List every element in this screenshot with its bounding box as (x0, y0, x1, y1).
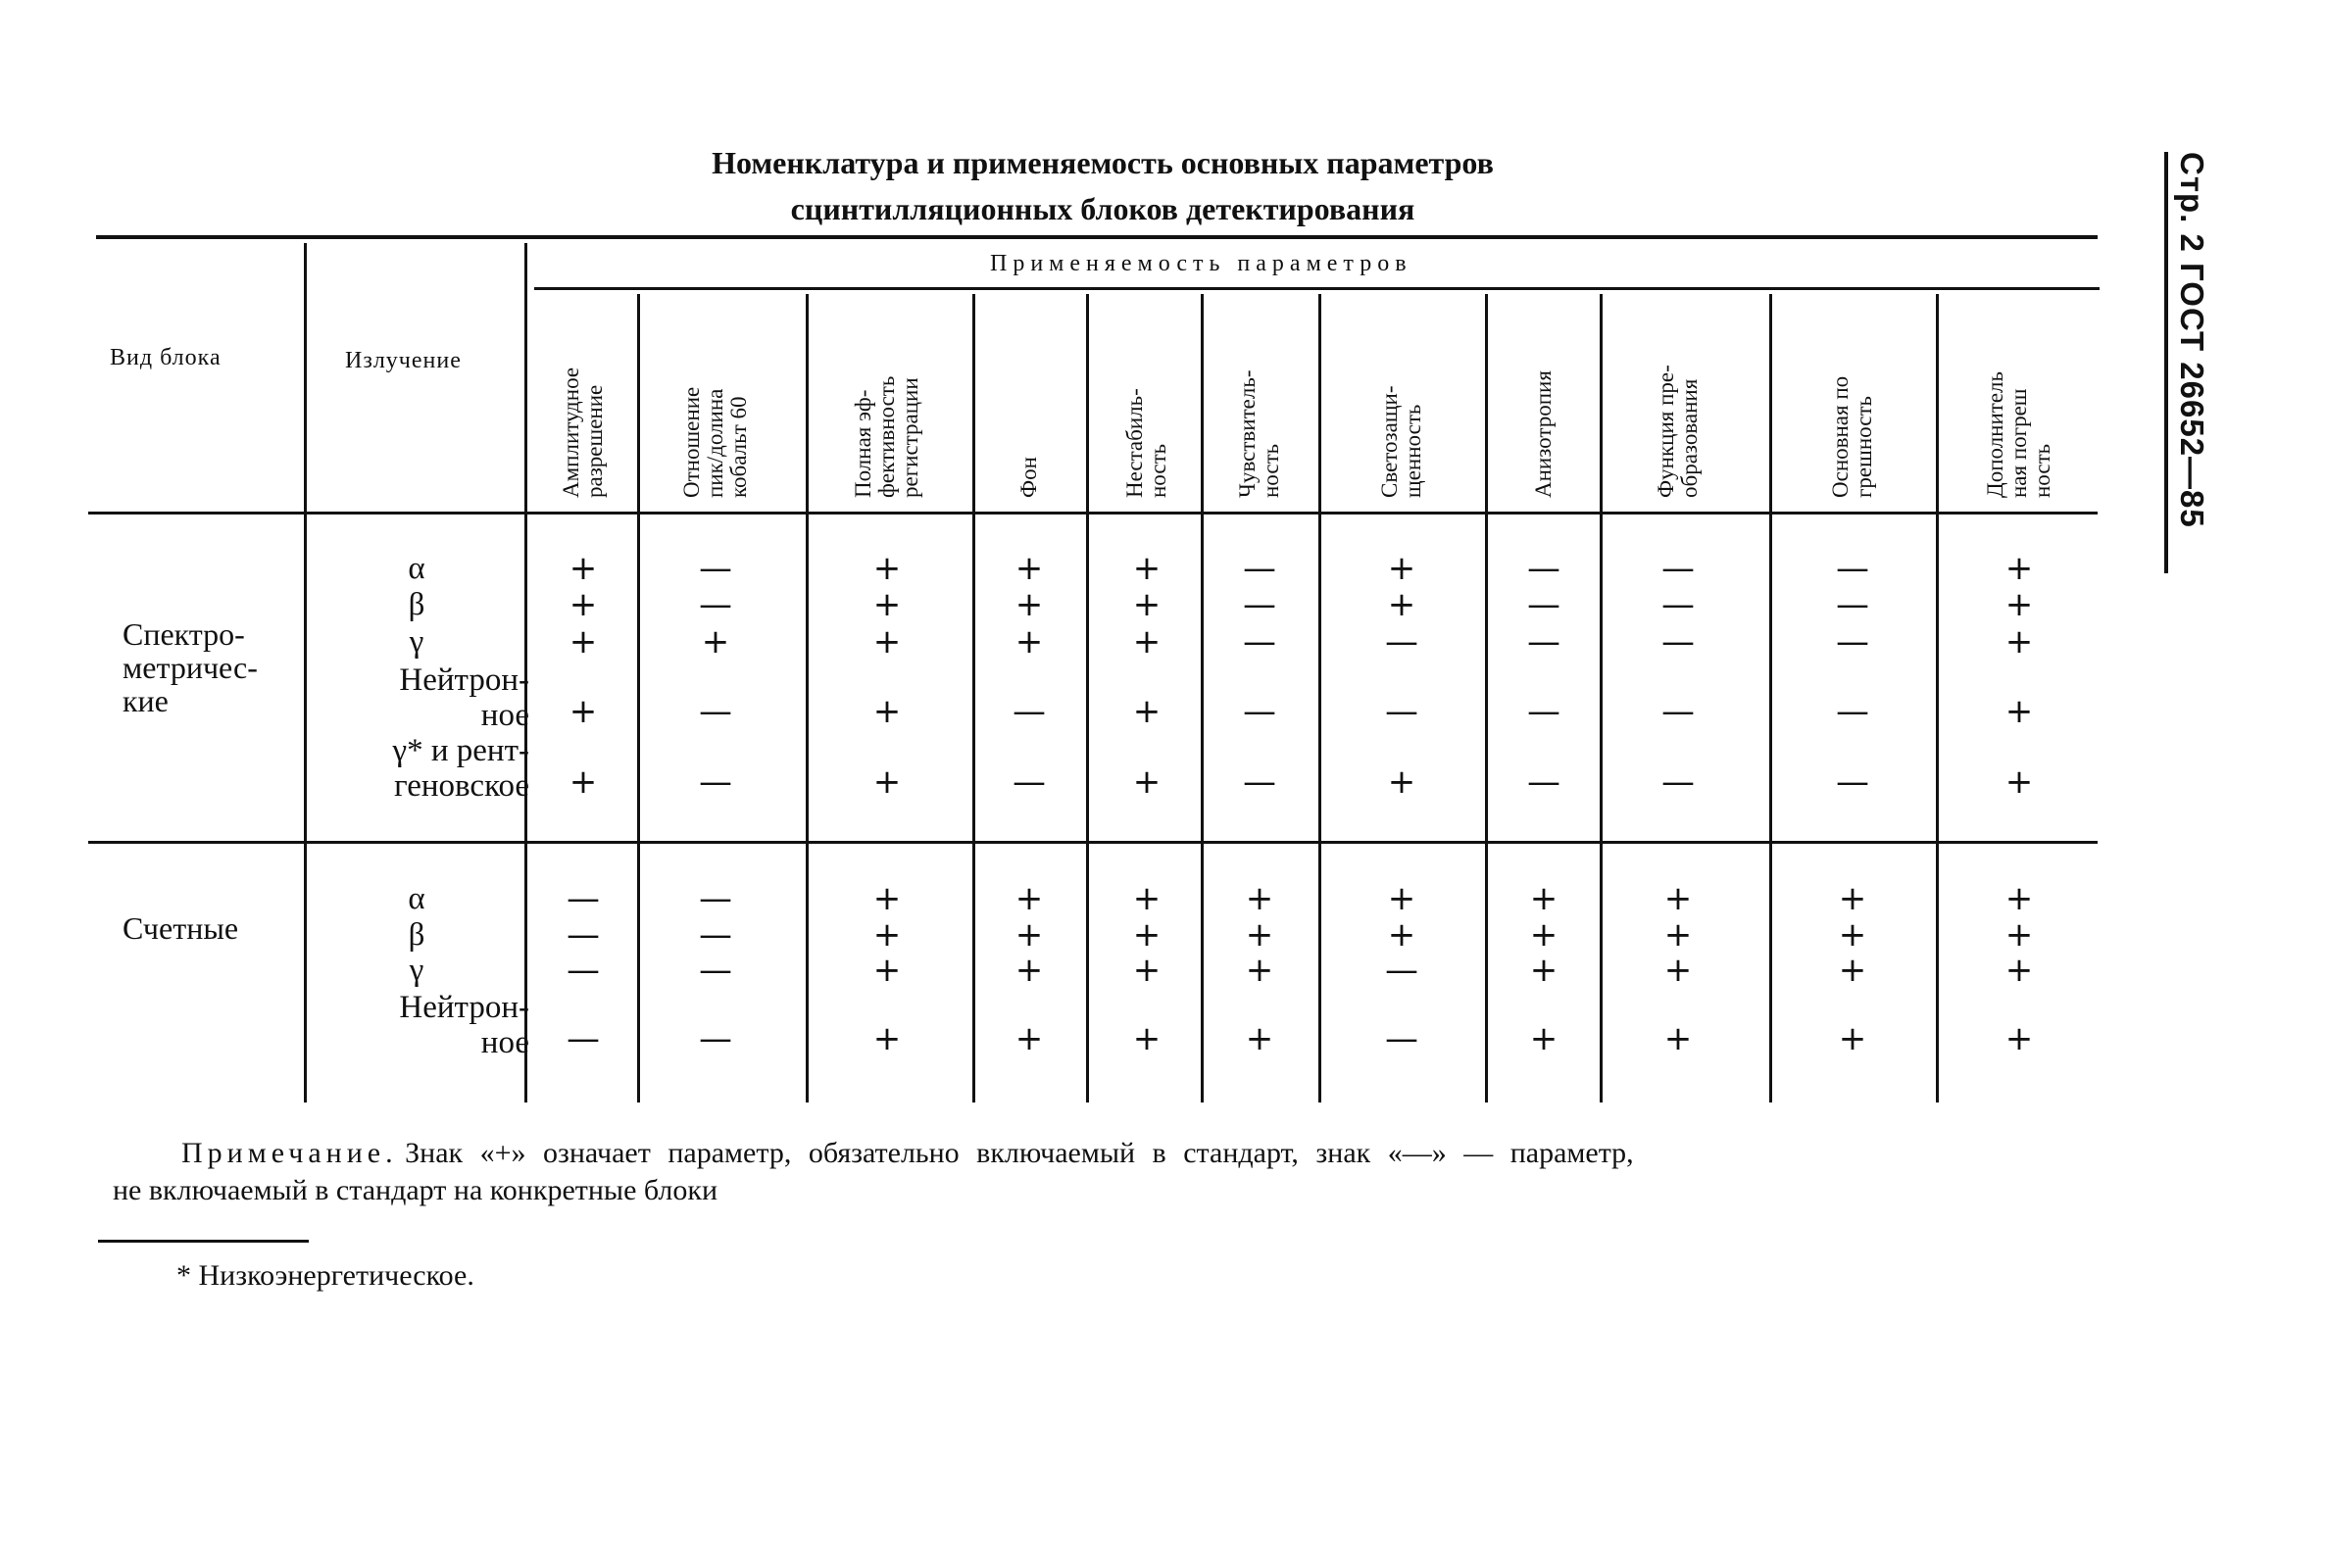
header-radiation: Излучение (345, 348, 462, 373)
table-top-rule (96, 235, 2098, 239)
column-divider (1600, 294, 1603, 1102)
footnote: * Низкоэнергетическое. (176, 1259, 474, 1292)
plus-mark: + (872, 1019, 902, 1058)
dash-mark: — (699, 915, 732, 955)
dash-mark: — (1527, 762, 1560, 802)
column-header: Дополнитель ная погреш ность (1983, 370, 2054, 498)
plus-mark: + (1663, 879, 1693, 918)
column-header: Фон (1016, 457, 1041, 498)
dash-mark: — (1527, 585, 1560, 624)
plus-mark: + (2004, 1019, 2034, 1058)
plus-mark: + (872, 622, 902, 662)
dash-mark: — (1013, 692, 1046, 731)
plus-mark: + (1014, 549, 1044, 588)
column-divider (1201, 294, 1204, 1102)
column-divider (1086, 294, 1089, 1102)
note-line-1 (181, 1137, 2102, 1170)
column-divider (1936, 294, 1939, 1102)
dash-mark: — (699, 879, 732, 918)
plus-mark: + (2004, 879, 2034, 918)
column-header: Светозащи- щенность (1377, 385, 1425, 498)
plus-mark: + (1838, 951, 1867, 990)
column-header: Основная по грешность (1828, 375, 1876, 498)
note-label: Примечание. (181, 1137, 398, 1169)
plus-mark: + (2004, 915, 2034, 955)
note-line-2: не включаемый в стандарт на конкретные блоки (113, 1174, 718, 1206)
radiation-label: α (408, 551, 425, 586)
plus-mark: + (1132, 762, 1162, 802)
plus-mark: + (1838, 1019, 1867, 1058)
plus-mark: + (701, 622, 730, 662)
plus-mark: + (872, 915, 902, 955)
plus-mark: + (1387, 915, 1416, 955)
plus-mark: + (1529, 915, 1558, 955)
dash-mark: — (1836, 762, 1869, 802)
header-applicability: Применяемость параметров (990, 251, 1412, 276)
dash-mark: — (1527, 622, 1560, 662)
dash-mark: — (1243, 585, 1276, 624)
plus-mark: + (1132, 622, 1162, 662)
plus-mark: + (2004, 692, 2034, 731)
plus-mark: + (569, 762, 598, 802)
plus-mark: + (2004, 622, 2034, 662)
column-header: Нестабиль- ность (1122, 388, 1170, 498)
plus-mark: + (2004, 762, 2034, 802)
plus-mark: + (1529, 1019, 1558, 1058)
dash-mark: — (1385, 1019, 1418, 1058)
dash-mark: — (1527, 692, 1560, 731)
group-header-rule (534, 287, 2100, 290)
plus-mark: + (1838, 915, 1867, 955)
dash-mark: — (1385, 692, 1418, 731)
title-line-1: Номенклатура и применяемость основных параметров (712, 145, 1494, 180)
dash-mark: — (699, 549, 732, 588)
block-type-label: Счетные (123, 910, 239, 946)
side-header-rule (2164, 152, 2168, 573)
dash-mark: — (1385, 951, 1418, 990)
plus-mark: + (1245, 951, 1274, 990)
dash-mark: — (1836, 692, 1869, 731)
plus-mark: + (1838, 879, 1867, 918)
plus-mark: + (1245, 1019, 1274, 1058)
plus-mark: + (1014, 951, 1044, 990)
dash-mark: — (1661, 692, 1695, 731)
dash-mark: — (567, 915, 600, 955)
plus-mark: + (2004, 585, 2034, 624)
dash-mark: — (1836, 622, 1869, 662)
plus-mark: + (1132, 879, 1162, 918)
radiation-label: γ* и рент- геновское (392, 733, 529, 804)
dash-mark: — (699, 762, 732, 802)
dash-mark: — (1243, 549, 1276, 588)
footnote-rule (98, 1240, 309, 1243)
plus-mark: + (1245, 915, 1274, 955)
dash-mark: — (1013, 762, 1046, 802)
dash-mark: — (699, 585, 732, 624)
group-separator-rule (88, 841, 2098, 844)
plus-mark: + (872, 951, 902, 990)
dash-mark: — (1836, 585, 1869, 624)
header-block-type: Вид блока (110, 345, 222, 370)
plus-mark: + (1387, 549, 1416, 588)
dash-mark: — (699, 1019, 732, 1058)
dash-mark: — (1661, 549, 1695, 588)
dash-mark: — (1243, 762, 1276, 802)
plus-mark: + (1387, 585, 1416, 624)
plus-mark: + (872, 692, 902, 731)
plus-mark: + (1387, 879, 1416, 918)
plus-mark: + (569, 585, 598, 624)
plus-mark: + (1663, 1019, 1693, 1058)
dash-mark: — (567, 879, 600, 918)
plus-mark: + (872, 879, 902, 918)
plus-mark: + (2004, 951, 2034, 990)
dash-mark: — (1527, 549, 1560, 588)
column-divider (637, 294, 640, 1102)
radiation-label: β (408, 587, 425, 622)
dash-mark: — (1385, 622, 1418, 662)
dash-mark: — (699, 692, 732, 731)
plus-mark: + (1132, 1019, 1162, 1058)
plus-mark: + (1014, 1019, 1044, 1058)
plus-mark: + (1132, 585, 1162, 624)
plus-mark: + (1132, 915, 1162, 955)
dash-mark: — (567, 951, 600, 990)
column-divider (972, 294, 975, 1102)
column-header: Функция пре- образования (1654, 365, 1702, 498)
dash-mark: — (1661, 622, 1695, 662)
plus-mark: + (1132, 692, 1162, 731)
plus-mark: + (1529, 879, 1558, 918)
radiation-label: γ (409, 953, 424, 988)
plus-mark: + (569, 549, 598, 588)
dash-mark: — (699, 951, 732, 990)
plus-mark: + (1387, 762, 1416, 802)
plus-mark: + (872, 585, 902, 624)
plus-mark: + (1014, 915, 1044, 955)
radiation-label: β (408, 917, 425, 953)
dash-mark: — (1243, 692, 1276, 731)
column-header: Отношение пик/долина кобальт 60 (679, 386, 751, 498)
plus-mark: + (1245, 879, 1274, 918)
dash-mark: — (1836, 549, 1869, 588)
radiation-label: Нейтрон- ное (399, 990, 529, 1060)
block-type-label: Спектро- метричес- кие (123, 616, 258, 718)
dash-mark: — (1243, 622, 1276, 662)
side-page-header: Стр. 2 ГОСТ 26652—85 (2174, 152, 2210, 528)
column-divider (806, 294, 809, 1102)
dash-mark: — (567, 1019, 600, 1058)
radiation-label: γ (409, 624, 424, 660)
plus-mark: + (1132, 951, 1162, 990)
column-divider (1769, 294, 1772, 1102)
plus-mark: + (1014, 879, 1044, 918)
column-divider (1485, 294, 1488, 1102)
title-line-2: сцинтилляционных блоков детектирования (790, 191, 1415, 226)
radiation-label: Нейтрон- ное (399, 662, 529, 733)
plus-mark: + (569, 692, 598, 731)
plus-mark: + (1132, 549, 1162, 588)
plus-mark: + (1663, 951, 1693, 990)
plus-mark: + (1014, 585, 1044, 624)
plus-mark: + (569, 622, 598, 662)
dash-mark: — (1661, 585, 1695, 624)
column-header: Полная эф- фективность регистрации (851, 375, 922, 498)
radiation-label: α (408, 881, 425, 916)
plus-mark: + (1663, 915, 1693, 955)
plus-mark: + (2004, 549, 2034, 588)
column-header: Амплитудное разрешение (559, 367, 607, 498)
column-divider (1318, 294, 1321, 1102)
column-header: Анизотропия (1531, 370, 1556, 498)
dash-mark: — (1661, 762, 1695, 802)
header-bottom-rule (88, 512, 2098, 514)
plus-mark: + (872, 762, 902, 802)
column-header: Чувствитель- ность (1235, 369, 1283, 498)
note-text-1: Знак «+» означает параметр, обязательно включаемый в стандарт, знак «—» — параметр, (405, 1137, 1634, 1169)
plus-mark: + (872, 549, 902, 588)
plus-mark: + (1014, 622, 1044, 662)
column-divider (304, 243, 307, 1102)
plus-mark: + (1529, 951, 1558, 990)
